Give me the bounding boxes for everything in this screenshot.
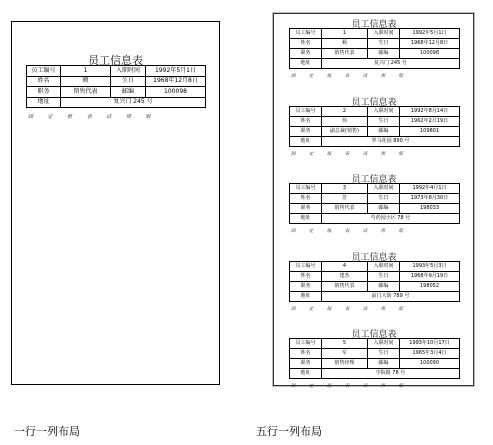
value-name: 芳 — [322, 194, 368, 204]
value-position: 销售代表 — [61, 87, 111, 98]
employee-info-table — [289, 106, 460, 147]
value-birthday: 1965年3月4日 — [400, 349, 460, 359]
label-postcode: 邮编 — [111, 87, 146, 98]
value-address: 学院路 78 号 — [322, 369, 460, 379]
value-emp-id: 1 — [322, 29, 368, 39]
employee-record — [289, 250, 459, 312]
label-address: 地址 — [27, 97, 61, 108]
label-position: 职务 — [27, 87, 61, 98]
employee-info-table — [289, 183, 460, 224]
value-address: 复兴门 245 号 — [61, 97, 206, 108]
value-name: 军 — [322, 349, 368, 359]
value-position: 销售经理 — [322, 359, 368, 369]
table-row — [290, 39, 460, 49]
caption-five-row: 五行一列布局 — [256, 425, 322, 438]
value-hire-date: 1992年5月1日 — [146, 66, 206, 77]
label-birthday: 生日 — [368, 39, 400, 49]
value-position: 销售代表 — [322, 204, 368, 214]
table-row — [290, 127, 460, 137]
table-row — [290, 204, 460, 214]
value-postcode: 100090 — [400, 359, 460, 369]
value-birthday: 1968年9月19日 — [400, 272, 460, 282]
label-address: 地址 — [290, 369, 322, 379]
label-hire-date: 入职时间 — [368, 339, 400, 349]
table-row — [27, 66, 206, 77]
value-postcode: 198052 — [400, 282, 460, 292]
label-position: 职务 — [290, 49, 322, 59]
value-position: 销售代表 — [322, 282, 368, 292]
label-emp-id: 员工编号 — [290, 262, 322, 272]
employee-record — [289, 172, 459, 234]
label-name: 姓名 — [290, 349, 322, 359]
record-title: 员工信息表 — [351, 98, 397, 108]
label-birthday: 生日 — [368, 349, 400, 359]
value-position: 销售代表 — [322, 49, 368, 59]
label-address: 地址 — [290, 292, 322, 302]
value-birthday: 1968年12月8日 — [146, 76, 206, 87]
value-hire-date: 1993年10月17日 — [400, 339, 460, 349]
label-postcode: 邮编 — [368, 359, 400, 369]
table-row — [290, 214, 460, 224]
value-position: 副总裁(销售) — [322, 127, 368, 137]
value-name: 顿 — [61, 76, 111, 87]
label-postcode: 邮编 — [368, 282, 400, 292]
label-birthday: 生日 — [111, 76, 146, 87]
label-birthday: 生日 — [368, 272, 400, 282]
trial-version-footer: 固 定 报 表 试 用 版 — [291, 229, 410, 234]
table-row — [290, 369, 460, 379]
value-name: 伟 — [322, 117, 368, 127]
label-name: 姓名 — [290, 117, 322, 127]
label-position: 职务 — [290, 282, 322, 292]
value-postcode: 109801 — [400, 127, 460, 137]
label-position: 职务 — [290, 127, 322, 137]
record-title: 员工信息表 — [351, 20, 397, 30]
value-name: 建杰 — [322, 272, 368, 282]
label-postcode: 邮编 — [368, 49, 400, 59]
table-row — [290, 262, 460, 272]
table-row — [290, 194, 460, 204]
trial-version-footer: 固 定 报 表 试 用 版 — [291, 74, 410, 79]
table-row — [290, 282, 460, 292]
label-position: 职务 — [290, 204, 322, 214]
value-address: 前门大街 789 号 — [322, 292, 460, 302]
label-emp-id: 员工编号 — [27, 66, 61, 77]
table-row — [290, 292, 460, 302]
label-emp-id: 员工编号 — [290, 184, 322, 194]
value-address: 芍药园小区 78 号 — [322, 214, 460, 224]
value-hire-date: 1993年5月3日 — [400, 262, 460, 272]
label-emp-id: 员工编号 — [290, 339, 322, 349]
value-postcode: 198033 — [400, 204, 460, 214]
value-emp-id: 1 — [61, 66, 111, 77]
label-name: 姓名 — [290, 39, 322, 49]
label-position: 职务 — [290, 359, 322, 369]
employee-record — [26, 52, 205, 120]
trial-version-footer: 固 定 报 表 试 用 版 — [291, 152, 410, 157]
value-name: 顿 — [322, 39, 368, 49]
table-row — [290, 272, 460, 282]
value-birthday: 1968年12月8日 — [400, 39, 460, 49]
one-column-report-page — [11, 21, 220, 385]
table-row — [290, 49, 460, 59]
label-name: 姓名 — [290, 272, 322, 282]
caption-one-column: 一行一列布局 — [14, 425, 80, 438]
label-hire-date: 入职时间 — [368, 184, 400, 194]
table-row — [290, 117, 460, 127]
value-emp-id: 2 — [322, 107, 368, 117]
table-row — [290, 29, 460, 39]
employee-info-table — [289, 338, 460, 379]
trial-version-footer: 固 定 报 表 试 用 版 — [291, 384, 410, 389]
label-emp-id: 员工编号 — [290, 29, 322, 39]
value-postcode: 100098 — [146, 87, 206, 98]
label-postcode: 邮编 — [368, 127, 400, 137]
trial-version-footer: 固 定 报 表 试 用 版 — [28, 114, 158, 120]
table-row — [27, 87, 206, 98]
label-postcode: 邮编 — [368, 204, 400, 214]
value-emp-id: 4 — [322, 262, 368, 272]
five-row-report-page — [273, 13, 474, 389]
label-name: 姓名 — [27, 76, 61, 87]
value-address: 复兴门 245 号 — [322, 59, 460, 69]
record-title: 员工信息表 — [351, 330, 397, 340]
value-postcode: 100098 — [400, 49, 460, 59]
table-row — [290, 59, 460, 69]
label-address: 地址 — [290, 59, 322, 69]
value-hire-date: 1992年8月14日 — [400, 107, 460, 117]
table-row — [27, 97, 206, 108]
label-hire-date: 入职时间 — [368, 107, 400, 117]
label-emp-id: 员工编号 — [290, 107, 322, 117]
value-address: 罗马花园 890 号 — [322, 137, 460, 147]
employee-record — [289, 95, 459, 157]
trial-version-footer: 固 定 报 表 试 用 版 — [291, 307, 410, 312]
value-hire-date: 1992年5月1日 — [400, 29, 460, 39]
table-row — [290, 349, 460, 359]
record-title: 员工信息表 — [88, 54, 143, 67]
table-row — [290, 359, 460, 369]
employee-info-table — [26, 65, 206, 108]
table-row — [290, 107, 460, 117]
value-hire-date: 1992年4月1日 — [400, 184, 460, 194]
record-title: 员工信息表 — [351, 253, 397, 263]
label-hire-date: 入职时间 — [368, 29, 400, 39]
employee-info-table — [289, 28, 460, 69]
record-title: 员工信息表 — [351, 175, 397, 185]
table-row — [290, 184, 460, 194]
value-birthday: 1962年2月19日 — [400, 117, 460, 127]
table-row — [27, 76, 206, 87]
label-address: 地址 — [290, 214, 322, 224]
employee-info-table — [289, 261, 460, 302]
label-hire-date: 入职时间 — [111, 66, 146, 77]
label-hire-date: 入职时间 — [368, 262, 400, 272]
label-name: 姓名 — [290, 194, 322, 204]
label-birthday: 生日 — [368, 117, 400, 127]
label-address: 地址 — [290, 137, 322, 147]
table-row — [290, 137, 460, 147]
table-row — [290, 339, 460, 349]
employee-record — [289, 327, 459, 389]
value-emp-id: 5 — [322, 339, 368, 349]
label-birthday: 生日 — [368, 194, 400, 204]
value-emp-id: 3 — [322, 184, 368, 194]
employee-record — [289, 17, 459, 79]
value-birthday: 1973年8月30日 — [400, 194, 460, 204]
